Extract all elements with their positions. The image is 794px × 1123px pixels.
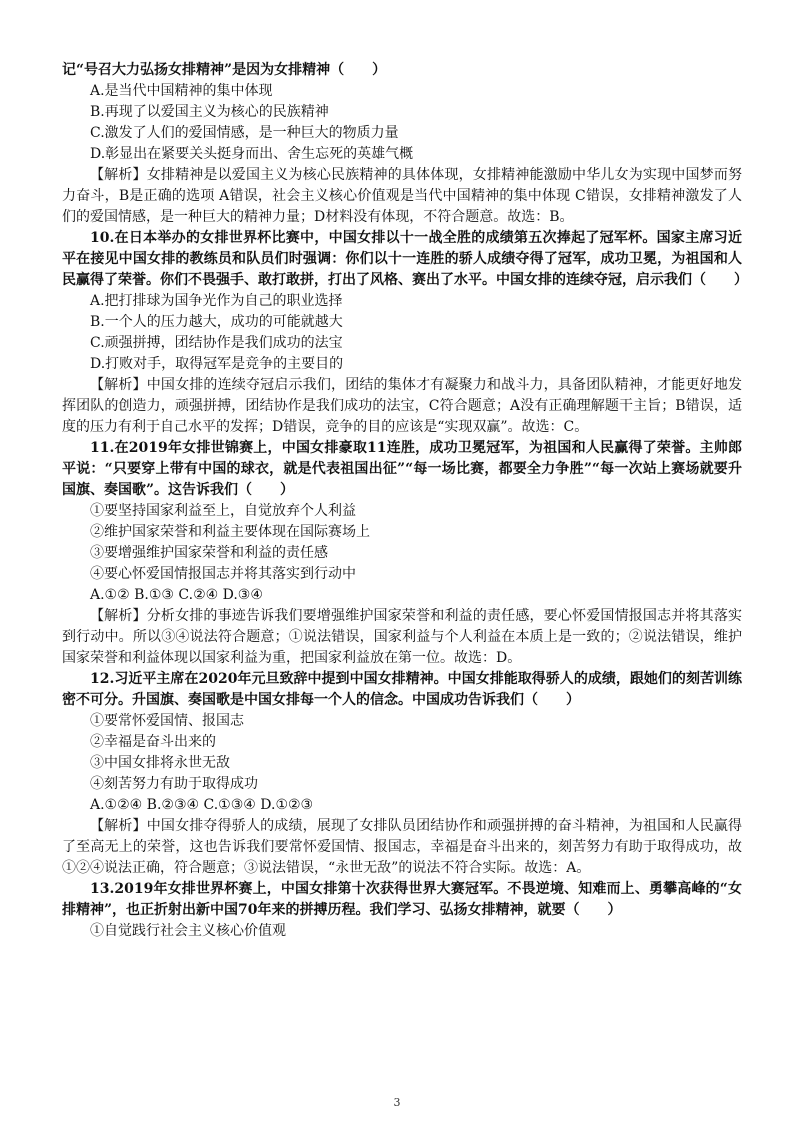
answer-choices: A.①②④ B.②③④ C.①③④ D.①②③ [90, 797, 314, 813]
document-page [62, 60, 748, 942]
option-c: C.顽强拼搏，团结协作是我们成功的法宝 [90, 335, 343, 351]
option-d: D.彰显出在紧要关头挺身而出、舍生忘死的英雄气概 [90, 146, 414, 162]
statement-item: ①要常怀爱国情、报国志 [90, 713, 244, 729]
statement-item: ①自觉践行社会主义核心价值观 [90, 923, 286, 939]
answer-choices: A.①② B.①③ C.②④ D.③④ [90, 587, 263, 603]
question-10-analysis: 【解析】中国女排的连续夺冠启示我们，团结的集体才有凝聚力和战斗力，具备团队精神，才能更好地发挥团队的创造力，顽强拼搏，团结协作是我们成功的法宝，C符合题意；A没有正确理解题干主旨；B错误，适度的压力有利于自己水平的发挥；D错误，竞争的目的应该是“实现双赢”。故选：C。 [62, 377, 742, 435]
question-13-stem: 13.2019年女排世界杯赛上，中国女排第十次获得世界大赛冠军。不畏逆境、知难而上、勇攀高峰的“女排精神”，也正折射出新中国70年来的拼搏历程。我们学习、弘扬女排精神，就要（ ） [62, 881, 742, 918]
question-11-stem: 11.在2019年女排世锦赛上，中国女排豪取11连胜，成功卫冕冠军，为祖国和人民赢得了荣誉。主帅郎平说：“只要穿上带有中国的球衣，就是代表祖国出征”“每一场比赛，都要全力争胜”“每一次站上赛场就要升国旗、奏国歌”。这告诉我们（ ） [62, 440, 742, 498]
option-b: B.一个人的压力越大，成功的可能就越大 [90, 314, 343, 330]
question-9-analysis: 【解析】女排精神是以爱国主义为核心民族精神的具体体现，女排精神能激励中华儿女为实现中国梦而努力奋斗，B是正确的选项 A错误，社会主义核心价值观是当代中国精神的集中体现 C错误，女排精神激发了人们的爱国情感，是一种巨大的精神力量；D材料没有体现，不符合题意。故选：B。 [62, 167, 742, 225]
statement-item: ④刻苦努力有助于取得成功 [90, 776, 258, 792]
option-a: A.把打排球为国争光作为自己的职业选择 [90, 293, 343, 309]
question-9-stem: 记“号召大力弘扬女排精神”是因为女排精神（ ） [62, 62, 387, 78]
question-10-stem: 10.在日本举办的女排世界杯比赛中，中国女排以十一战全胜的成绩第五次捧起了冠军杯。国家主席习近平在接见中国女排的教练员和队员们时强调：你们以十一连胜的骄人成绩夺得了冠军，成功卫冕，为祖国和人民赢得了荣誉。你们不畏强手、敢打敢拼，打出了风格、赛出了水平。中国女排的连续夺冠，启示我们（ ） [62, 230, 748, 288]
statement-item: ①要坚持国家利益至上，自觉放弃个人利益 [90, 503, 356, 519]
question-12-stem: 12.习近平主席在2020年元旦致辞中提到中国女排精神。中国女排能取得骄人的成绩，跟她们的刻苦训练密不可分。升国旗、奏国歌是中国女排每一个人的信念。中国成功告诉我们（ ） [62, 671, 742, 708]
option-d: D.打败对手，取得冠军是竞争的主要目的 [90, 356, 344, 372]
statement-item: ②幸福是奋斗出来的 [90, 734, 216, 750]
page-number: 3 [393, 1096, 401, 1109]
statement-item: ④要心怀爱国情报国志并将其落实到行动中 [90, 566, 356, 582]
option-c: C.激发了人们的爱国情感，是一种巨大的物质力量 [90, 125, 399, 141]
option-a: A.是当代中国精神的集中体现 [90, 83, 273, 99]
option-b: B.再现了以爱国主义为核心的民族精神 [90, 104, 329, 120]
statement-item: ③要增强维护国家荣誉和利益的责任感 [90, 545, 328, 561]
question-11-analysis: 【解析】分析女排的事迹告诉我们要增强维护国家荣誉和利益的责任感，要心怀爱国情报国志并将其落实到行动中。所以③④说法符合题意；①说法错误，国家利益与个人利益在本质上是一致的；②说法错误，维护国家荣誉和利益体现以国家利益为重，把国家利益放在第一位。故选：D。 [62, 608, 742, 666]
statement-item: ③中国女排将永世无敌 [90, 755, 230, 771]
statement-item: ②维护国家荣誉和利益主要体现在国际赛场上 [90, 524, 370, 540]
question-12-analysis: 【解析】中国女排夺得骄人的成绩，展现了女排队员团结协作和顽强拼搏的奋斗精神，为祖国和人民赢得了至高无上的荣誉，这也告诉我们要常怀爱国情、报国志，幸福是奋斗出来的，刻苦努力有助于取得成功，故①②④说法正确，符合题意；③说法错误，“永世无敌”的说法不符合实际。故选：A。 [62, 818, 742, 876]
